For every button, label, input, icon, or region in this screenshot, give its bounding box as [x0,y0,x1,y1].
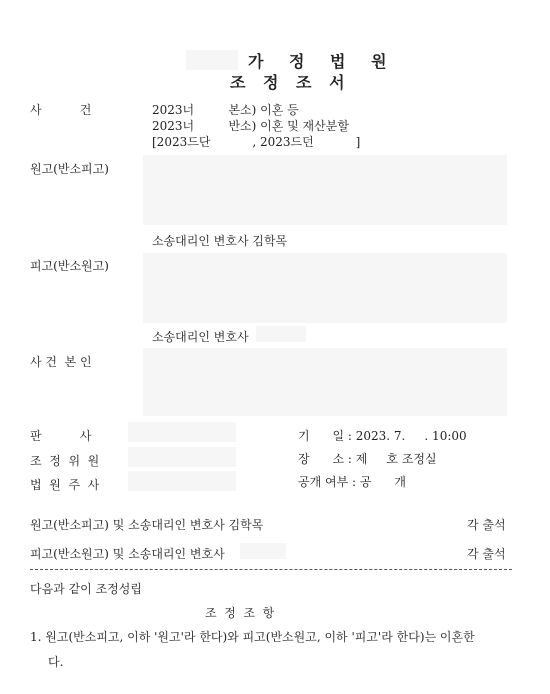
defendant-info-redaction [143,253,507,323]
principal-info-redaction [143,348,507,416]
section-title: 조 정 조 항 [205,606,275,620]
defendant-representative: 소송대리인 변호사 [152,330,249,344]
attendance-defendant-status: 각 출석 [467,547,506,561]
attendance-defendant: 피고(반소원고) 및 소송대리인 변호사 [30,547,225,561]
clerk-name-redaction [128,471,236,491]
hearing-place: 장 소 : 제 호 조정실 [298,452,437,466]
case-label: 사 건 [30,103,92,117]
document-title: 조 정 조 서 [230,73,351,92]
mediator-name-redaction [128,447,236,467]
section-divider [30,569,512,570]
judge-name-redaction [128,422,236,442]
clause-1-line-1: 1. 원고(반소피고, 이하 '원고'라 한다)와 피고(반소원고, 이하 '피고'라 한다)는 이혼한 [30,630,475,644]
plaintiff-representative: 소송대리인 변호사 김학목 [152,234,288,248]
court-name: 가 정 법 원 [248,52,397,71]
attendance-plaintiff: 원고(반소피고) 및 소송대리인 변호사 김학목 [30,518,264,532]
plaintiff-label: 원고(반소피고) [30,162,109,176]
case-line-1: 2023너 본소) 이혼 등 [152,103,299,117]
attendance-lawyer-redaction [240,543,286,559]
court-name-redaction [186,50,238,70]
defendant-label: 피고(반소원고) [30,259,109,273]
defendant-lawyer-redaction [256,326,306,342]
mediation-intro: 다음과 같이 조정성립 [30,582,142,596]
plaintiff-info-redaction [143,155,507,225]
public-status: 공개 여부 : 공 개 [298,475,406,489]
case-line-3: [2023드단 , 2023드던 ] [152,135,361,149]
principal-label: 사 건 본 인 [30,355,92,369]
case-line-2: 2023너 반소) 이혼 및 재산분할 [152,119,349,133]
attendance-plaintiff-status: 각 출석 [467,518,506,532]
judge-label: 판 사 [30,429,92,443]
mediator-label: 조 정 위 원 [30,454,100,468]
clause-1-line-2: 다. [48,655,64,669]
hearing-date: 기 일 : 2023. 7. . 10:00 [298,429,467,443]
clerk-label: 법 원 주 사 [30,478,100,492]
